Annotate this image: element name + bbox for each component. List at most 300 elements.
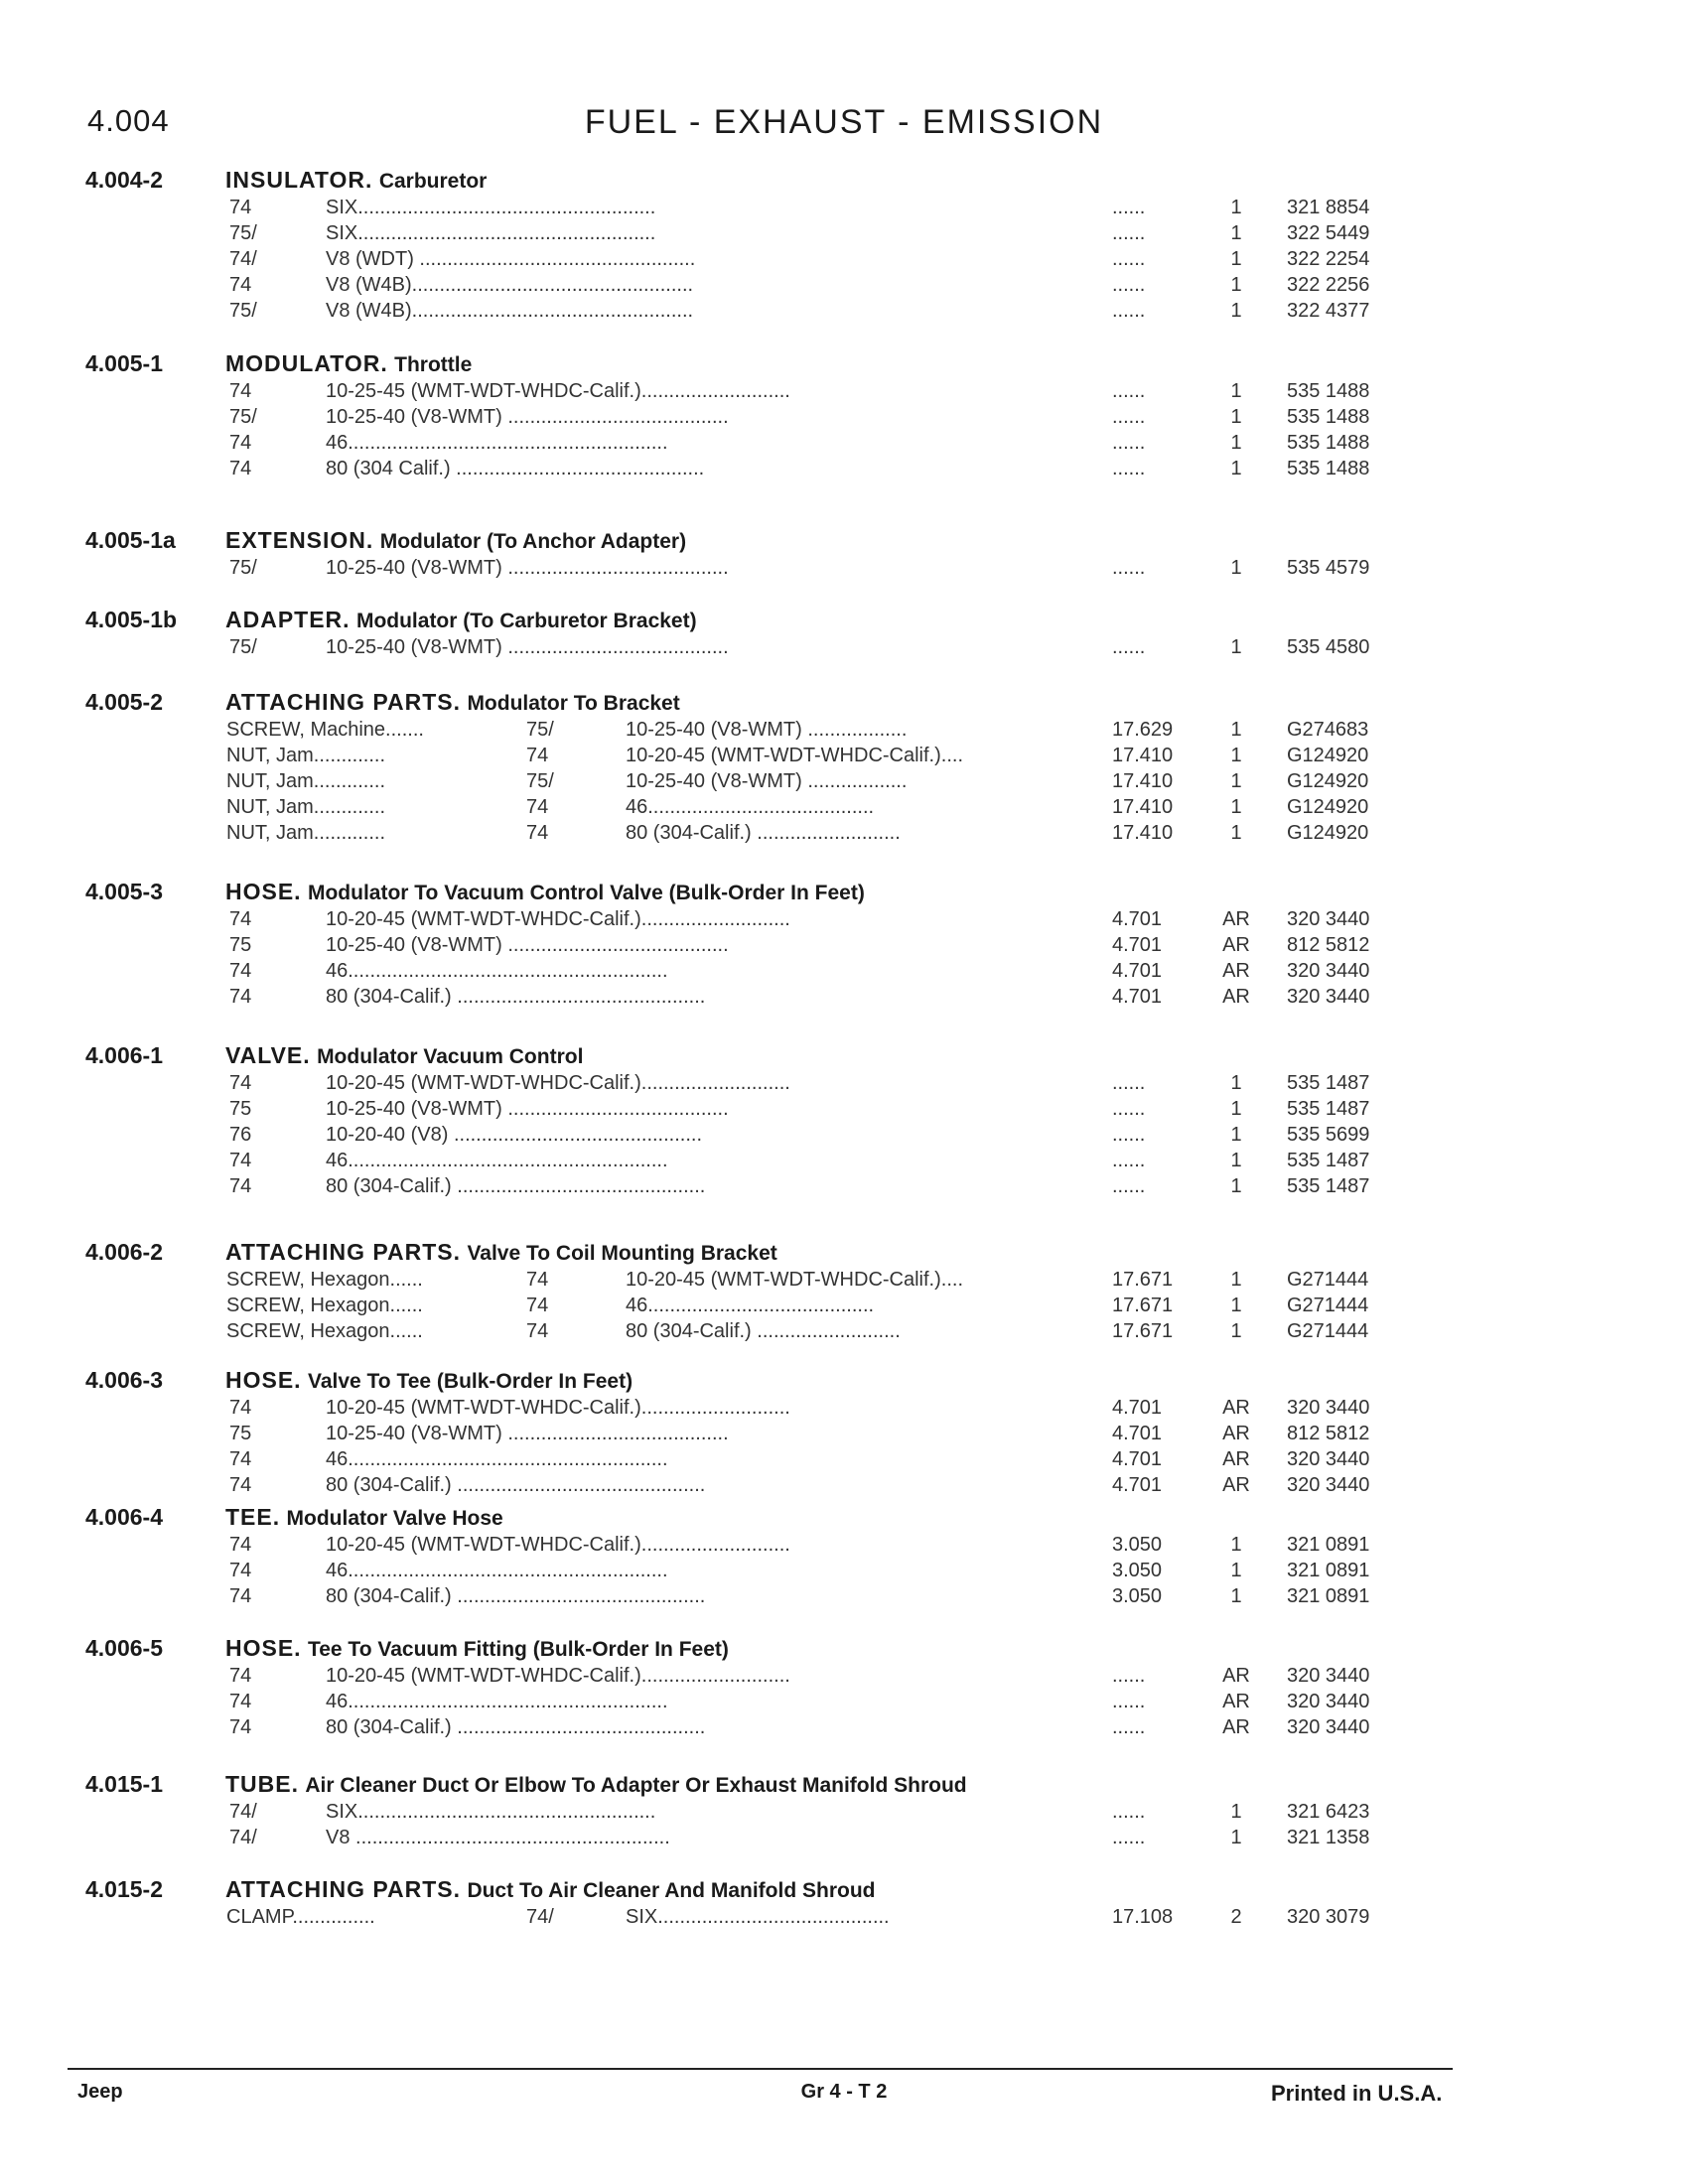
reference-number: ...... [1112, 557, 1146, 579]
part-number: 320 3440 [1287, 1448, 1370, 1470]
part-name: ATTACHING PARTS. [225, 689, 462, 715]
reference-number: 4.701 [1112, 908, 1163, 930]
quantity: 1 [1230, 380, 1242, 402]
reference-number: ...... [1112, 1801, 1146, 1823]
model-year: 74 [526, 822, 549, 844]
part-name: HOSE. [225, 879, 302, 904]
reference-number: ...... [1112, 406, 1146, 428]
model-year: 74 [229, 1397, 252, 1419]
section-title [225, 1635, 729, 1662]
application: 10-25-40 (V8-WMT) .................. [626, 770, 908, 792]
parts-row [0, 1175, 1688, 1201]
model-year: 74 [526, 745, 549, 766]
part-number: 812 5812 [1287, 1423, 1370, 1444]
model-year: 74 [229, 960, 252, 982]
application: V8 (WDT) .................................................. [326, 248, 696, 270]
attaching-part-name: NUT, Jam............. [226, 822, 386, 844]
parts-row [0, 432, 1688, 458]
parts-row [0, 1295, 1688, 1320]
part-number: G271444 [1287, 1269, 1369, 1291]
reference-number: 4.701 [1112, 1397, 1163, 1419]
reference-number: 3.050 [1112, 1560, 1163, 1581]
parts-row [0, 1397, 1688, 1423]
reference-number: 17.410 [1112, 822, 1174, 844]
application: SIX...................................................... [326, 197, 656, 218]
reference-number: ...... [1112, 222, 1146, 244]
quantity: AR [1222, 934, 1250, 956]
parts-row [0, 986, 1688, 1012]
model-year: 75 [229, 1423, 252, 1444]
quantity: 1 [1230, 557, 1242, 579]
quantity: AR [1222, 1397, 1250, 1419]
attaching-part-name: SCREW, Hexagon...... [226, 1269, 423, 1291]
part-description: Carburetor [378, 170, 488, 193]
model-year: 75/ [229, 557, 257, 579]
quantity: 1 [1230, 719, 1242, 741]
quantity: 1 [1230, 432, 1242, 454]
reference-number: ...... [1112, 248, 1146, 270]
model-year: 74 [526, 1320, 549, 1342]
parts-row [0, 636, 1688, 662]
parts-row [0, 908, 1688, 934]
quantity: AR [1222, 1665, 1250, 1687]
model-year: 76 [229, 1124, 252, 1146]
model-year: 75/ [229, 636, 257, 658]
part-number: 320 3440 [1287, 1474, 1370, 1496]
quantity: 1 [1230, 822, 1242, 844]
application: 80 (304-Calif.) ............................................. [326, 1175, 706, 1197]
part-number: 321 0891 [1287, 1560, 1370, 1581]
parts-row [0, 248, 1688, 274]
quantity: AR [1222, 1716, 1250, 1738]
section-number: 4.005-2 [85, 689, 164, 715]
section-title [225, 1876, 876, 1903]
quantity: 1 [1230, 222, 1242, 244]
model-year: 75/ [229, 406, 257, 428]
quantity: 1 [1230, 1295, 1242, 1316]
quantity: AR [1222, 986, 1250, 1008]
section-number: 4.006-2 [85, 1239, 164, 1265]
parts-row [0, 1560, 1688, 1585]
reference-number: 4.701 [1112, 934, 1163, 956]
reference-number: ...... [1112, 197, 1146, 218]
part-name: INSULATOR. [225, 167, 373, 193]
part-number: 535 4580 [1287, 636, 1370, 658]
parts-row [0, 770, 1688, 796]
model-year: 74 [229, 1716, 252, 1738]
reference-number: ...... [1112, 1691, 1146, 1712]
application: 10-25-40 (V8-WMT) ........................................ [326, 636, 729, 658]
application: 10-20-45 (WMT-WDT-WHDC-Calif.)........................... [326, 1397, 790, 1419]
quantity: 1 [1230, 745, 1242, 766]
application: V8 ......................................................... [326, 1827, 670, 1848]
quantity: 1 [1230, 1072, 1242, 1094]
reference-number: ...... [1112, 1124, 1146, 1146]
page-number: 4.004 [87, 103, 170, 138]
model-year: 74 [229, 197, 252, 218]
part-description: Modulator To Bracket [467, 692, 680, 715]
part-description: Duct To Air Cleaner And Manifold Shroud [467, 1879, 876, 1902]
parts-row [0, 1906, 1688, 1932]
parts-row [0, 1534, 1688, 1560]
model-year: 74/ [229, 1827, 257, 1848]
quantity: 1 [1230, 1801, 1242, 1823]
reference-number: ...... [1112, 300, 1146, 322]
reference-number: ...... [1112, 1072, 1146, 1094]
model-year: 74 [229, 1585, 252, 1607]
part-description: Modulator Vacuum Control [317, 1045, 584, 1068]
part-name: HOSE. [225, 1635, 302, 1661]
footer-group: Gr 4 - T 2 [800, 2081, 888, 2103]
quantity: 1 [1230, 300, 1242, 322]
part-number: G124920 [1287, 822, 1369, 844]
parts-row [0, 406, 1688, 432]
attaching-part-name: SCREW, Hexagon...... [226, 1320, 423, 1342]
part-number: 535 1488 [1287, 406, 1370, 428]
part-number: 812 5812 [1287, 934, 1370, 956]
part-number: 321 0891 [1287, 1585, 1370, 1607]
model-year: 75 [229, 1098, 252, 1120]
quantity: 1 [1230, 274, 1242, 296]
section-number: 4.006-4 [85, 1504, 164, 1530]
part-number: 535 1487 [1287, 1098, 1370, 1120]
section-number: 4.005-1b [85, 607, 178, 632]
reference-number: 4.701 [1112, 1423, 1163, 1444]
application: 46......................................... [626, 796, 875, 818]
part-description: Air Cleaner Duct Or Elbow To Adapter Or Exhaust Manifold Shroud [305, 1774, 967, 1797]
section-title [225, 167, 487, 194]
section-title [225, 350, 472, 377]
part-description: Modulator (To Anchor Adapter) [379, 530, 687, 553]
quantity: 1 [1230, 1175, 1242, 1197]
model-year: 74 [526, 1295, 549, 1316]
part-name: HOSE. [225, 1367, 302, 1393]
model-year: 74 [229, 1560, 252, 1581]
part-name: ADAPTER. [225, 607, 351, 632]
section-title [225, 607, 697, 633]
parts-row [0, 1423, 1688, 1448]
reference-number: ...... [1112, 1150, 1146, 1171]
parts-row [0, 934, 1688, 960]
application: 10-20-45 (WMT-WDT-WHDC-Calif.)........................... [326, 1534, 790, 1556]
model-year: 74/ [229, 248, 257, 270]
attaching-part-name: NUT, Jam............. [226, 745, 386, 766]
model-year: 74 [229, 1072, 252, 1094]
section-title [225, 1504, 503, 1531]
parts-row [0, 380, 1688, 406]
part-number: 322 2254 [1287, 248, 1370, 270]
parts-row [0, 274, 1688, 300]
section-title [225, 1239, 777, 1266]
part-number: 535 1488 [1287, 380, 1370, 402]
model-year: 75/ [229, 222, 257, 244]
reference-number: 17.629 [1112, 719, 1174, 741]
part-number: 320 3440 [1287, 1665, 1370, 1687]
parts-row [0, 557, 1688, 583]
quantity: AR [1222, 1423, 1250, 1444]
part-number: 535 4579 [1287, 557, 1370, 579]
application: 80 (304-Calif.) ............................................. [326, 1585, 706, 1607]
reference-number: 4.701 [1112, 1448, 1163, 1470]
quantity: 1 [1230, 197, 1242, 218]
reference-number: 17.410 [1112, 796, 1174, 818]
quantity: 1 [1230, 1585, 1242, 1607]
parts-row [0, 300, 1688, 326]
part-number: 535 1487 [1287, 1150, 1370, 1171]
reference-number: ...... [1112, 274, 1146, 296]
quantity: 1 [1230, 770, 1242, 792]
part-description: Modulator (To Carburetor Bracket) [355, 610, 697, 632]
model-year: 74 [229, 380, 252, 402]
reference-number: ...... [1112, 1665, 1146, 1687]
application: 46.......................................................... [326, 1691, 668, 1712]
parts-row [0, 1320, 1688, 1346]
part-description: Modulator To Vacuum Control Valve (Bulk-Order In Feet) [307, 882, 865, 904]
part-description: Throttle [394, 353, 473, 376]
model-year: 74 [229, 1150, 252, 1171]
part-description: Valve To Coil Mounting Bracket [467, 1242, 777, 1265]
part-number: G271444 [1287, 1320, 1369, 1342]
part-number: 322 5449 [1287, 222, 1370, 244]
parts-row [0, 1124, 1688, 1150]
part-name: ATTACHING PARTS. [225, 1876, 462, 1902]
part-number: 535 1488 [1287, 458, 1370, 479]
parts-row [0, 1716, 1688, 1742]
quantity: AR [1222, 960, 1250, 982]
reference-number: 17.410 [1112, 745, 1174, 766]
model-year: 74/ [229, 1801, 257, 1823]
part-number: G124920 [1287, 796, 1369, 818]
reference-number: ...... [1112, 380, 1146, 402]
application: 46.......................................................... [326, 432, 668, 454]
attaching-part-name: SCREW, Machine....... [226, 719, 424, 741]
part-number: G124920 [1287, 770, 1369, 792]
quantity: 1 [1230, 248, 1242, 270]
quantity: 1 [1230, 406, 1242, 428]
part-name: TEE. [225, 1504, 281, 1530]
reference-number: 17.108 [1112, 1906, 1174, 1928]
part-number: 535 1487 [1287, 1175, 1370, 1197]
quantity: 1 [1230, 1150, 1242, 1171]
part-number: 321 0891 [1287, 1534, 1370, 1556]
section-number: 4.005-3 [85, 879, 164, 904]
quantity: 1 [1230, 458, 1242, 479]
part-number: G271444 [1287, 1295, 1369, 1316]
section-number: 4.004-2 [85, 167, 164, 193]
application: 10-20-45 (WMT-WDT-WHDC-Calif.)........................... [326, 908, 790, 930]
model-year: 74 [229, 1534, 252, 1556]
parts-row [0, 1827, 1688, 1852]
parts-row [0, 1691, 1688, 1716]
reference-number: 3.050 [1112, 1585, 1163, 1607]
application: 10-20-45 (WMT-WDT-WHDC-Calif.)........................... [326, 1072, 790, 1094]
application: SIX.......................................... [626, 1906, 890, 1928]
application: 10-20-40 (V8) ............................................. [326, 1124, 703, 1146]
part-number: 320 3440 [1287, 1397, 1370, 1419]
parts-row [0, 1072, 1688, 1098]
model-year: 74 [229, 1175, 252, 1197]
reference-number: ...... [1112, 1716, 1146, 1738]
application: 10-25-45 (WMT-WDT-WHDC-Calif.)........................... [326, 380, 790, 402]
reference-number: 4.701 [1112, 986, 1163, 1008]
application: SIX...................................................... [326, 222, 656, 244]
model-year: 74/ [526, 1906, 554, 1928]
reference-number: ...... [1112, 432, 1146, 454]
parts-row [0, 1801, 1688, 1827]
quantity: 1 [1230, 1124, 1242, 1146]
application: 10-20-45 (WMT-WDT-WHDC-Calif.).... [626, 1269, 963, 1291]
reference-number: 3.050 [1112, 1534, 1163, 1556]
part-number: 320 3440 [1287, 986, 1370, 1008]
part-number: 320 3079 [1287, 1906, 1370, 1928]
application: 80 (304 Calif.) ............................................. [326, 458, 705, 479]
section-title [225, 527, 686, 554]
part-number: G124920 [1287, 745, 1369, 766]
reference-number: ...... [1112, 636, 1146, 658]
application: 46.......................................................... [326, 1560, 668, 1581]
quantity: 1 [1230, 1827, 1242, 1848]
part-number: 321 1358 [1287, 1827, 1370, 1848]
part-name: VALVE. [225, 1042, 311, 1068]
model-year: 75/ [526, 770, 554, 792]
reference-number: ...... [1112, 1827, 1146, 1848]
parts-row [0, 1098, 1688, 1124]
attaching-part-name: SCREW, Hexagon...... [226, 1295, 423, 1316]
model-year: 74 [229, 1665, 252, 1687]
quantity: 1 [1230, 1560, 1242, 1581]
model-year: 74 [229, 1474, 252, 1496]
reference-number: 4.701 [1112, 1474, 1163, 1496]
application: 10-25-40 (V8-WMT) ........................................ [326, 1423, 729, 1444]
parts-row [0, 1665, 1688, 1691]
reference-number: 4.701 [1112, 960, 1163, 982]
section-title [225, 1042, 583, 1069]
model-year: 75/ [229, 300, 257, 322]
quantity: 1 [1230, 796, 1242, 818]
quantity: 1 [1230, 1534, 1242, 1556]
parts-row [0, 719, 1688, 745]
application: 10-25-40 (V8-WMT) ........................................ [326, 557, 729, 579]
quantity: 1 [1230, 636, 1242, 658]
section-title [225, 879, 865, 905]
quantity: 1 [1230, 1098, 1242, 1120]
application: 10-25-40 (V8-WMT) ........................................ [326, 934, 729, 956]
application: 80 (304-Calif.) ............................................. [326, 1716, 706, 1738]
reference-number: 17.671 [1112, 1295, 1174, 1316]
part-number: 321 6423 [1287, 1801, 1370, 1823]
parts-row [0, 822, 1688, 848]
part-name: TUBE. [225, 1771, 299, 1797]
part-number: 535 5699 [1287, 1124, 1370, 1146]
part-number: 320 3440 [1287, 1691, 1370, 1712]
parts-row [0, 458, 1688, 483]
attaching-part-name: NUT, Jam............. [226, 796, 386, 818]
model-year: 74 [526, 1269, 549, 1291]
parts-row [0, 1585, 1688, 1611]
application: V8 (W4B)................................................... [326, 274, 694, 296]
part-number: 535 1488 [1287, 432, 1370, 454]
quantity: AR [1222, 1474, 1250, 1496]
reference-number: ...... [1112, 1098, 1146, 1120]
part-number: 535 1487 [1287, 1072, 1370, 1094]
application: 10-25-40 (V8-WMT) ........................................ [326, 1098, 729, 1120]
application: 10-20-45 (WMT-WDT-WHDC-Calif.).... [626, 745, 963, 766]
application: 46.......................................................... [326, 1448, 668, 1470]
reference-number: 17.671 [1112, 1320, 1174, 1342]
part-name: EXTENSION. [225, 527, 374, 553]
application: SIX...................................................... [326, 1801, 656, 1823]
part-number: 322 2256 [1287, 274, 1370, 296]
part-number: G274683 [1287, 719, 1369, 741]
quantity: 2 [1230, 1906, 1242, 1928]
footer-printed: Printed in U.S.A. [1271, 2081, 1443, 2106]
model-year: 74 [229, 1691, 252, 1712]
reference-number: 17.671 [1112, 1269, 1174, 1291]
quantity: 1 [1230, 1269, 1242, 1291]
part-name: MODULATOR. [225, 350, 388, 376]
application: 10-20-45 (WMT-WDT-WHDC-Calif.)........................... [326, 1665, 790, 1687]
footer-brand: Jeep [77, 2081, 123, 2103]
parts-row [0, 745, 1688, 770]
parts-row [0, 1474, 1688, 1500]
model-year: 75 [229, 934, 252, 956]
application: 10-25-40 (V8-WMT) .................. [626, 719, 908, 741]
part-number: 321 8854 [1287, 197, 1370, 218]
quantity: AR [1222, 908, 1250, 930]
parts-row [0, 1150, 1688, 1175]
part-description: Modulator Valve Hose [286, 1507, 503, 1530]
section-number: 4.005-1a [85, 527, 176, 553]
model-year: 74 [229, 1448, 252, 1470]
section-number: 4.006-5 [85, 1635, 164, 1661]
model-year: 75/ [526, 719, 554, 741]
quantity: 1 [1230, 1320, 1242, 1342]
section-number: 4.015-1 [85, 1771, 164, 1797]
application: 80 (304-Calif.) ............................................. [326, 986, 706, 1008]
parts-row [0, 960, 1688, 986]
section-title [225, 1367, 633, 1394]
parts-row [0, 1269, 1688, 1295]
part-description: Valve To Tee (Bulk-Order In Feet) [307, 1370, 633, 1393]
section-number: 4.005-1 [85, 350, 164, 376]
reference-number: ...... [1112, 1175, 1146, 1197]
application: 46.......................................................... [326, 1150, 668, 1171]
model-year: 74 [229, 432, 252, 454]
application: 80 (304-Calif.) .......................... [626, 1320, 901, 1342]
parts-row [0, 1448, 1688, 1474]
application: V8 (W4B)................................................... [326, 300, 694, 322]
model-year: 74 [526, 796, 549, 818]
section-number: 4.015-2 [85, 1876, 164, 1902]
attaching-part-name: NUT, Jam............. [226, 770, 386, 792]
model-year: 74 [229, 274, 252, 296]
reference-number: 17.410 [1112, 770, 1174, 792]
footer-rule [68, 2068, 1453, 2070]
quantity: AR [1222, 1691, 1250, 1712]
quantity: AR [1222, 1448, 1250, 1470]
application: 80 (304-Calif.) .......................... [626, 822, 901, 844]
application: 80 (304-Calif.) ............................................. [326, 1474, 706, 1496]
parts-row [0, 222, 1688, 248]
part-number: 322 4377 [1287, 300, 1370, 322]
section-number: 4.006-1 [85, 1042, 164, 1068]
section-number: 4.006-3 [85, 1367, 164, 1393]
reference-number: ...... [1112, 458, 1146, 479]
model-year: 74 [229, 908, 252, 930]
page-title: FUEL - EXHAUST - EMISSION [584, 103, 1104, 141]
part-name: ATTACHING PARTS. [225, 1239, 462, 1265]
section-title [225, 689, 680, 716]
